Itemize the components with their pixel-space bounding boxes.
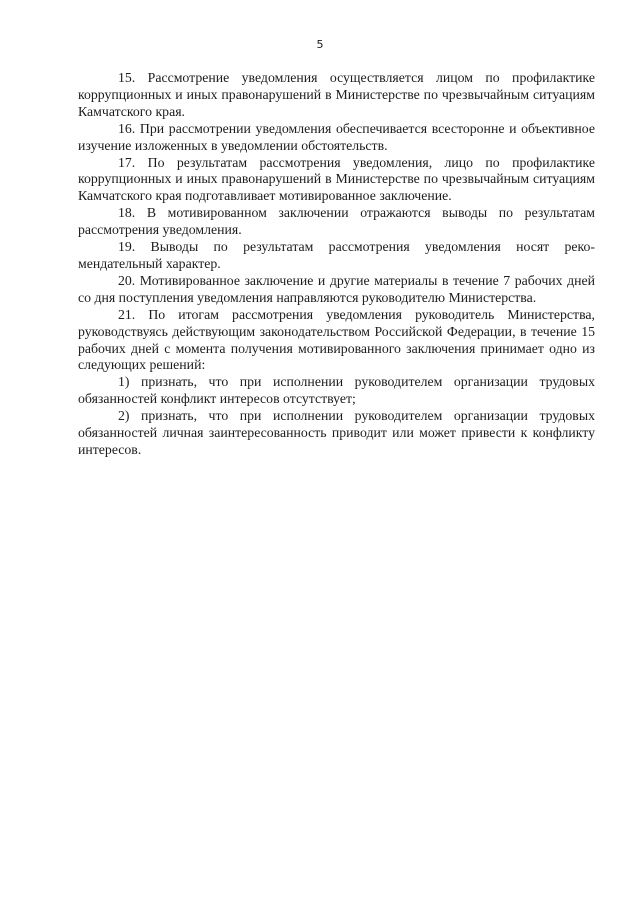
paragraph-21: 21. По итогам рассмотрения уведомления руководитель Министерства, руководствуясь действующим законодательством Российской Федерации, в течение 15 рабочих дней с момента получения мотивированного заключения принимает одно из следующих решений: bbox=[78, 306, 595, 373]
decision-option-1: 1) признать, что при исполнении руководителем организации трудовых обязанностей конфликт интересов отсутствует; bbox=[78, 374, 595, 407]
page-number: 5 bbox=[316, 38, 324, 51]
decision-option-2: 2) признать, что при исполнении руководителем организации трудовых обязанностей личная заинтересованность приводит или может привести к конфликту интересов. bbox=[78, 408, 595, 457]
paragraph-20: 20. Мотивированное заключение и другие материалы в течение 7 рабочих дней со дня поступления уведомления направляются руководителю Министерства. bbox=[78, 272, 595, 305]
paragraph-17: 17. По результатам рассмотрения уведомления, лицо по профилактике коррупционных и иных правонарушений в Министерстве по чрезвычайным ситуациям Камчатского края подготавливает мотивированное заключение. bbox=[78, 154, 595, 204]
paragraph-15: 15. Рассмотрение уведомления осуществляется лицом по профилактике коррупционных и иных правонарушений в Министерстве по чрезвычайным ситуациям Камчатского края. bbox=[78, 70, 595, 119]
paragraph-16: 16. При рассмотрении уведомления обеспечивается всесторонне и объективное изучение изложенных в уведомлении обстоятельств. bbox=[78, 120, 595, 153]
document-body bbox=[78, 70, 595, 459]
paragraph-18: 18. В мотивированном заключении отражаются выводы по результатам рассмотрения уведомления. bbox=[78, 205, 595, 238]
paragraph-19: 19. Выводы по результатам рассмотрения уведомления носят реко-мендательный характер. bbox=[78, 239, 595, 271]
